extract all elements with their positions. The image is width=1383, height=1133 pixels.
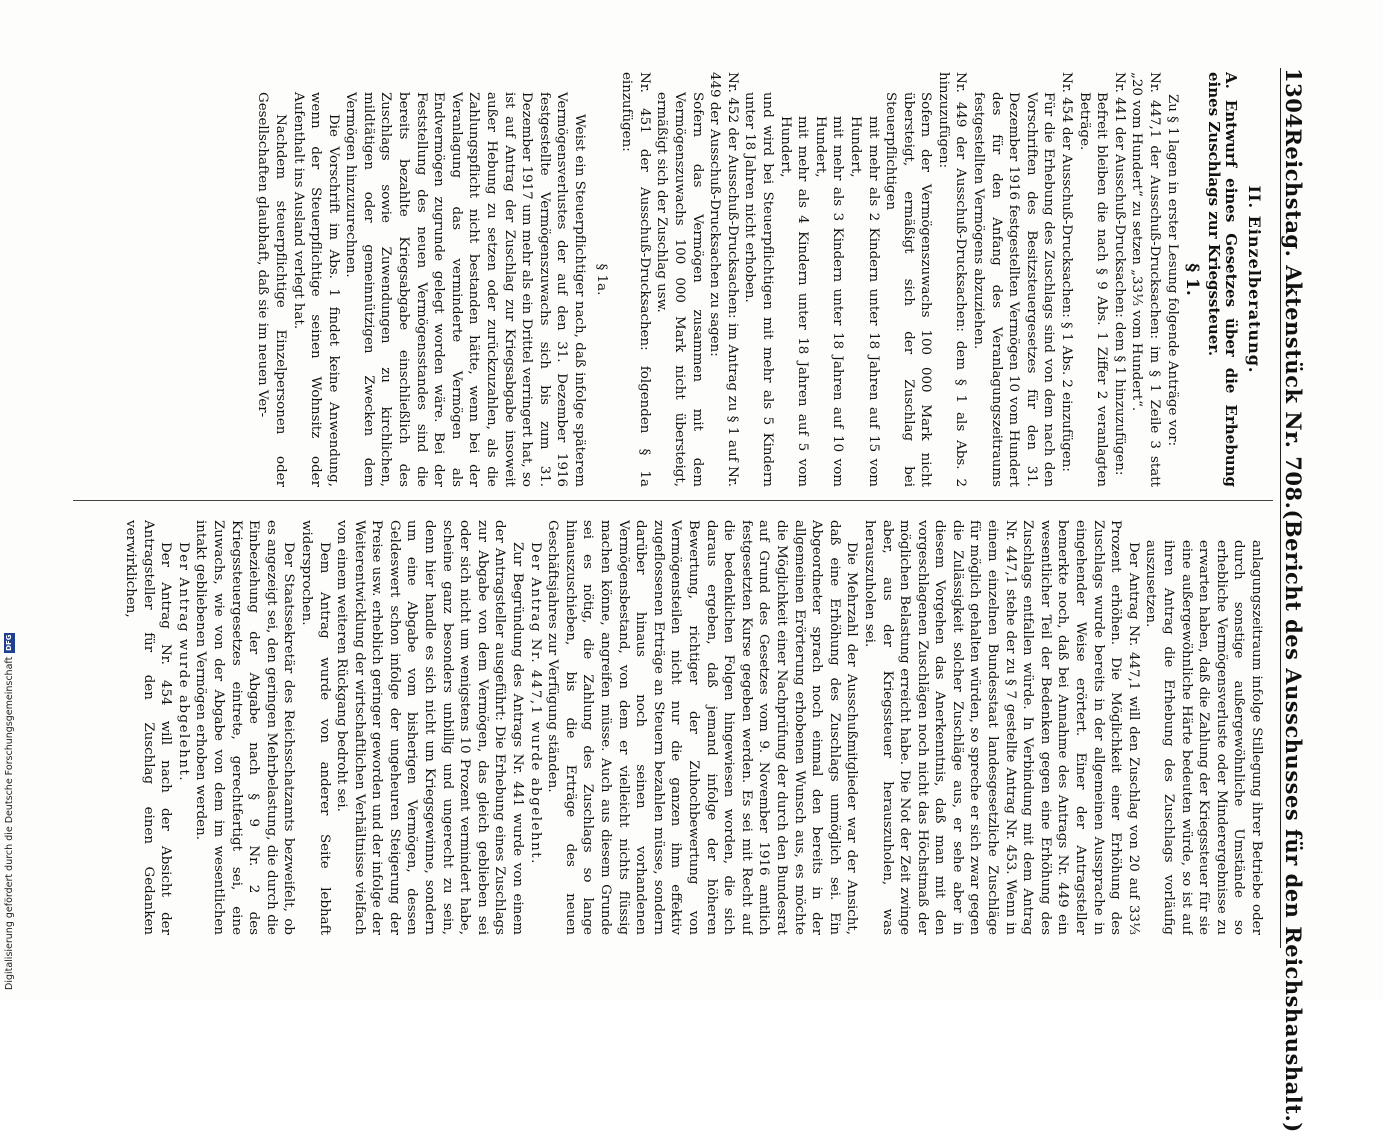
motion-449-item: mit mehr als 3 Kindern unter 18 Jahren auf 10 vom Hundert, bbox=[812, 116, 846, 487]
paragraph: Zu § 1 lagen in erster Lesung folgende Anträge vor: bbox=[1164, 94, 1180, 447]
page-subtitle: (Bericht des Ausschusses für den Reichshaushalt.) bbox=[1281, 509, 1306, 1133]
dfg-logo-icon: DFG bbox=[5, 634, 13, 651]
digitization-note bbox=[4, 633, 15, 990]
section-1-title: § 1. bbox=[1182, 263, 1203, 296]
section-heading: II. Einzelberatung. bbox=[1245, 185, 1264, 374]
left-column bbox=[65, 72, 1265, 487]
draft-heading: A. Entwurf eines Gesetzes über die Erhebung eines Zuschlags zur Kriegssteuer. bbox=[1204, 72, 1241, 487]
digitization-text: Digitalisierung gefördert durch die Deutsche Forschungsgemeinschaft bbox=[4, 656, 15, 990]
motion-449-item: mit mehr als 4 Kindern unter 18 Jahren auf 5 vom Hundert, bbox=[777, 116, 811, 487]
motion-449-text: Sofern der Vermögenszuwachs 100 000 Mark nicht übersteigt, ermäßigt sich der Zuschlag bei Steuerpflichtigen bbox=[883, 92, 934, 487]
paragraph: Die Mehrzahl der Ausschußmitglieder war der Ansicht, daß eine Erhöhung des Zuschlags unmöglich sei. Ein Abgeordneter sprach noch einmal den bereits in der allgemeinen Erörterung erhobenen Wunsch aus, es möchte die Möglichkeit einer Nachprüfung der durch den Bundesrat auf Grund des Gesetzes vom 9. November 1916 amtlich festgesetzten Kurse gegeben werden. Es sei mit Recht auf die bedenklichen Folgen hingewiesen worden, die sich daraus ergeben, daß jemand infolge der höheren Bewertung, richtiger der Zuhochbewertung von Vermögensteilen nicht nur die ganzen ihm effektiv zugeflossenen Erträge an Steuern bezahlen müsse, sondern darüber hinaus noch seinen vorhandenen Vermögensbestand, von dem er vielleicht nichts flüssig machen könne, angreifen müsse. Auch aus diesem Grunde sei es nötig, die Zahlung des Zuschlags so lange hinauszuschieben, bis die Erträge des neuen Geschäftsjahres zur Verfügung ständen. bbox=[545, 520, 860, 935]
motion-454-text: Für die Erhebung des Zuschlags sind von dem nach den Vorschriften des Besitzsteuergesetzes für den 31. Dezember 1916 festgestellten Vermögen 10 vom Hundert des für den Anfang des Veranlagungszeitraums festgestellten Vermögens abzuziehen. bbox=[971, 92, 1057, 487]
paragraph: Zur Begründung des Antrags Nr. 441 wurde von einem der Antragsteller ausgeführt: Die Erhebung eines Zuschlags zur Abgabe von dem Vermögen, das gleich geblieben sei oder sich nicht um wenigstens 10 Prozent vermindert habe, scheine ganz besonders unbillig und ungerecht zu sein, denn hier handle es sich nicht um Kriegsgewinne, sondern um eine Abgabe vom bisherigen Vermögen, dessen Geldeswert schon infolge der ungeheuren Steigerung der Preise usw. erheblich geringer geworden und der infolge der Weiterentwicklung der wirtschaftlichen Verhältnisse vielfach von einem weiteren Rückgang bedroht sei. bbox=[334, 520, 526, 935]
motion-441: Nr. 441 der Ausschuß-Drucksachen: dem § 1 hinzuzufügen: bbox=[1111, 72, 1127, 476]
paragraph: Der Antrag Nr. 447,1 will den Zuschlag von 20 auf 33⅓ Prozent erhöhen. Die Möglichkeit einer Erhöhung des Zuschlags wurde bereits in der allgemeinen Aussprache in eingehender Weise erörtert. Einer der Antragsteller bemerkte noch, daß bei Annahme des Antrags Nr. 449 ein wesentlicher Teil der Bedenken gegen eine Erhöhung des Zuschlags entfallen würde. In Verbindung mit dem Antrag Nr. 447,1 stehe der zu § 7 gestellte Antrag Nr. 453. Wenn in einem einzelnen Bundesstaat landesgesetzliche Zuschläge für möglich gehalten würden, so spreche er sich zwar gegen die Zulässigkeit solcher Zuschläge aus, er sehe aber in diesem Vorgehen das Anerkenntnis, daß man mit den vorgeschlagenen Zuschlägen noch nicht das Höchstmaß der möglichen Belastung erreicht habe. Die Not der Zeit zwinge aber, aus der Kriegssteuer herauszuholen, was herauszuholen sei. bbox=[861, 520, 1141, 935]
motion-449-item: mit mehr als 2 Kindern unter 18 Jahren auf 15 vom Hundert, bbox=[847, 116, 881, 487]
motion-441-text: Befreit bleiben die nach § 9 Abs. 1 Ziffer 2 veranlagten Beträge. bbox=[1076, 92, 1110, 487]
motion-449: Nr. 449 der Ausschuß-Drucksachen: dem § 1 als Abs. 2 hinzuzufügen: bbox=[935, 72, 969, 487]
paragraph: Der Antrag wurde abgelehnt. bbox=[175, 542, 191, 783]
motion-452: Nr. 452 der Ausschuß-Drucksachen: im Antrag zu § 1 auf Nr. 449 der Ausschuß-Drucksachen zu sagen: bbox=[707, 72, 740, 487]
motion-451: Nr. 451 der Ausschuß-Drucksachen: folgenden § 1a einzufügen: bbox=[619, 72, 652, 487]
page-header bbox=[1280, 68, 1311, 1133]
paragraph: Dem Antrag wurde von anderer Seite lebhaft widersprochen. bbox=[298, 520, 332, 935]
section-1a-text: Nachdem steuerpflichtige Einzelpersonen oder Gesellschaften glaubhaft, daß sie im neuen Ver- bbox=[255, 92, 288, 487]
paragraph: Der Antrag Nr. 454 will nach der Absicht der Antragsteller für den Zuschlag einen Gedanken verwirklichen, bbox=[123, 520, 174, 935]
column-divider bbox=[73, 500, 1273, 501]
motion-454: Nr. 454 der Ausschuß-Drucksachen: § 1 Abs. 2 einzufügen: bbox=[1059, 72, 1075, 472]
right-column bbox=[65, 520, 1265, 935]
motion-447: Nr. 447,1 der Ausschuß-Drucksachen: im § 1 Zeile 3 statt „20 vom Hundert“ zu setzen „33⅓ vom Hundert“. bbox=[1129, 72, 1163, 487]
motion-452-text: Sofern das Vermögen zusammen mit dem Vermögenszuwachs 100 000 Mark nicht übersteigt, ermäßigt sich der Zuschlag usw. bbox=[654, 92, 705, 487]
section-1a-text: Weist ein Steuerpflichtiger nach, daß infolge späterem Vermögensverlustes der auf den 31. Dezember 1916 festgestellte Vermögenszuwachs sich bis zum 31. Dezember 1917 um mehr als ein Drittel verringert hat, so ist auf Antrag der Zuschlag zur Kriegsabgabe insoweit außer Hebung zu setzen oder zurückzuzahlen, als die Zahlungspflicht nicht bestanden hätte, wenn bei der Veranlagung das verminderte Vermögen als Endvermögen zugrunde gelegt worden wäre. Bei der Feststellung des neuen Vermögensstandes sind die bereits bezahlte Kriegsabgabe einschließlich des Zuschlags sowie Zuwendungen zu kirchlichen, mildtätigen oder gemeinnützigen Zwecken dem Vermögen hinzuzurechnen. bbox=[343, 92, 588, 487]
section-1a-title: § 1a. bbox=[593, 263, 609, 296]
page-number: 1304 bbox=[1281, 68, 1306, 129]
paragraph: anlagungszeitraum infolge Stillegung ihrer Betriebe oder durch sonstige außergewöhnliche Umstände so erhebliche Vermögensverluste oder Minderergebnisse zu erwarten haben, daß die Zahlung der Kriegssteuer für sie eine außergewöhnliche Härte bedeuten würde, so ist auf ihren Antrag die Erhebung des Zuschlags vorläufig auszusetzen. bbox=[1143, 540, 1264, 935]
paragraph: Der Antrag Nr. 447,1 wurde abgelehnt. bbox=[527, 542, 543, 865]
motion-449-item: und wird bei Steuerpflichtigen mit mehr als 5 Kindern unter 18 Jahren nicht erhoben. bbox=[742, 92, 775, 487]
page-title: Reichstag. Aktenstück Nr. 708. bbox=[1281, 128, 1306, 510]
paragraph: Der Staatssekretär des Reichsschatzamts bezweifelt, ob es angezeigt sei, den geringen Mehrbelastung, die durch die Einbeziehung der Abgabe nach § 9 Nr. 2 des Kriegssteuergesetzes eintrete, gerechtfertigt sei, eine Zuwachs, wie von der Abgabe von dem im wesentlichen intakt gebliebenen Vermögen erhoben werden. bbox=[193, 520, 297, 935]
section-1a-text: Die Vorschrift im Abs. 1 findet keine Anwendung, wenn der Steuerpflichtige seinen Wohnsitz oder Aufenthalt ins Ausland verlegt hat. bbox=[290, 92, 341, 487]
